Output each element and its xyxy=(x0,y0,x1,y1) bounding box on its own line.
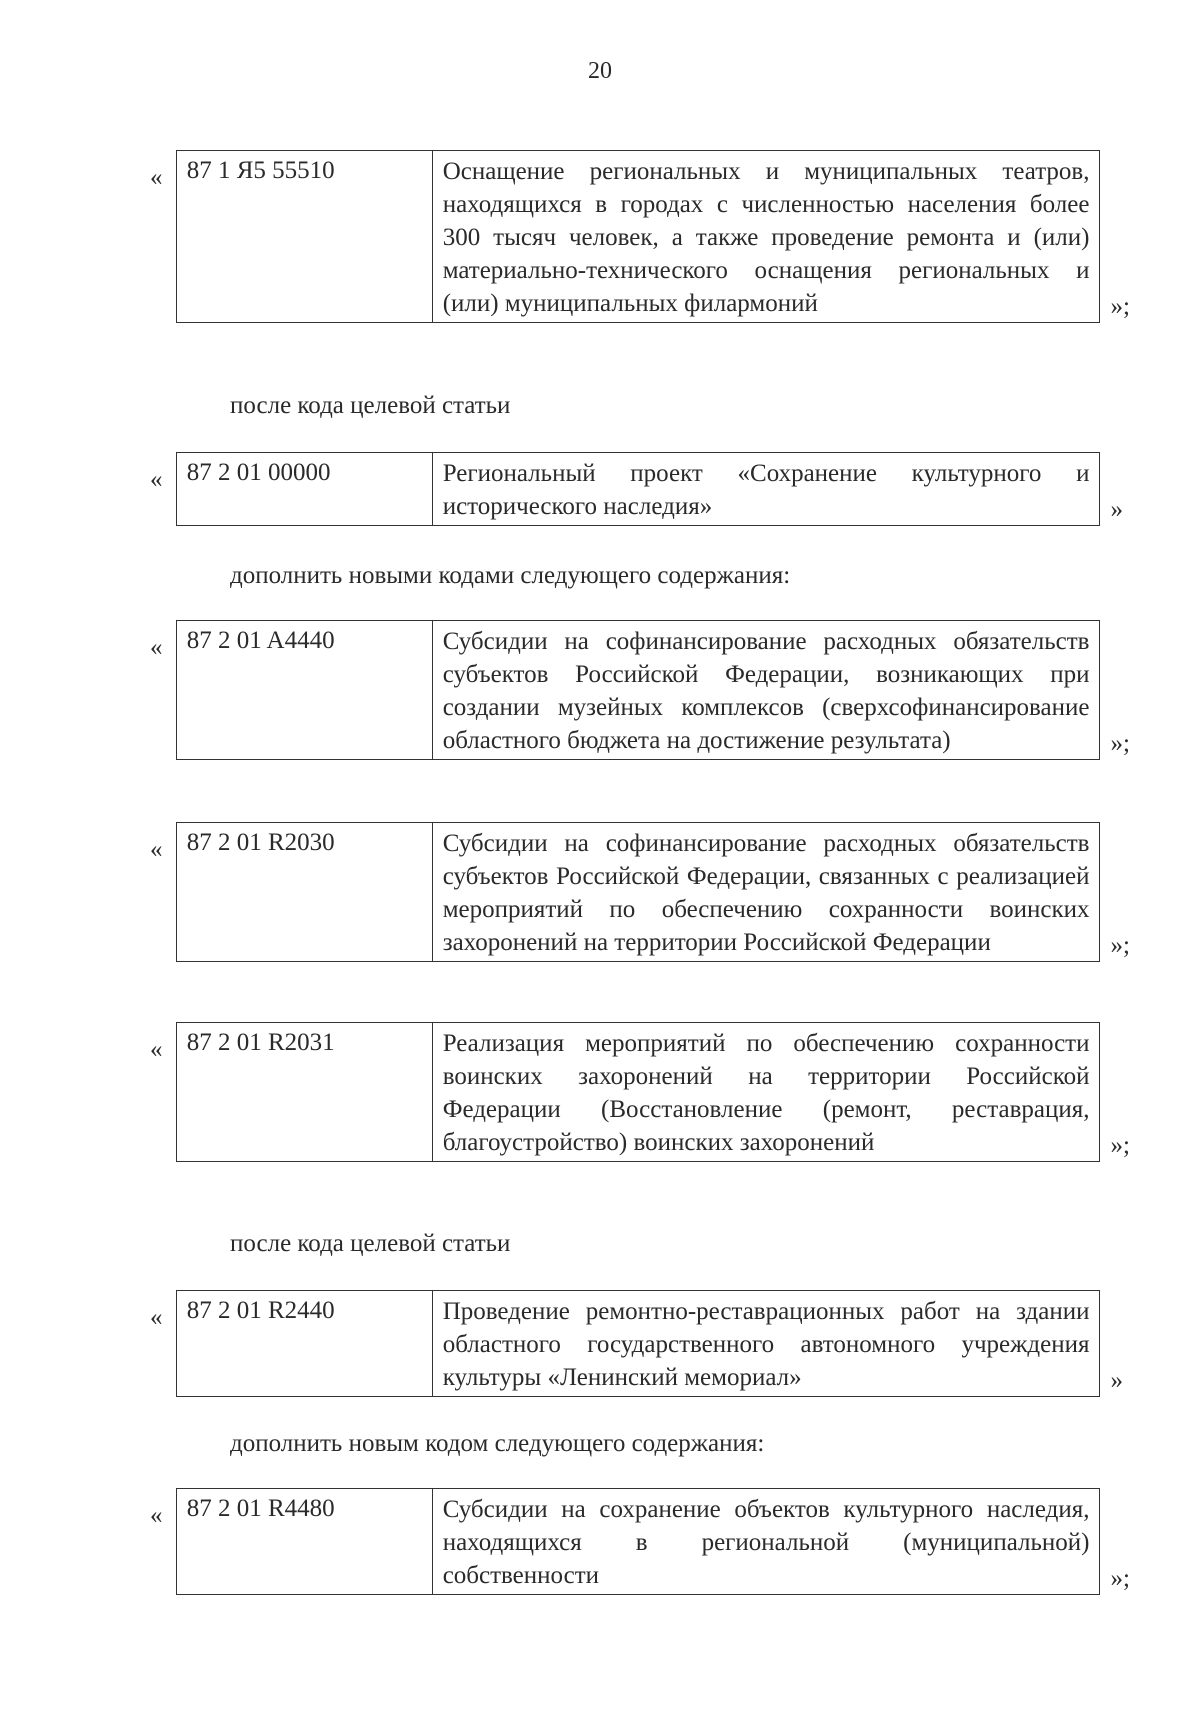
close-quote: » xyxy=(1110,1367,1123,1394)
code-table xyxy=(176,452,1101,526)
code-cell: 87 2 01 R2031 xyxy=(177,1023,433,1161)
description-cell: Проведение ремонтно-реставрационных работ на здании областного государственного автономного учреждения культуры «Ленинский мемориал» xyxy=(442,1298,1090,1391)
open-quote: « xyxy=(150,836,163,863)
code-table xyxy=(176,1488,1101,1595)
code-table xyxy=(176,1290,1101,1397)
code-entry xyxy=(150,150,1150,323)
code-cell: 87 1 Я5 55510 xyxy=(177,151,433,322)
close-quote: »; xyxy=(1110,293,1130,320)
code-entry xyxy=(150,822,1150,962)
code-cell: 87 2 01 A4440 xyxy=(177,621,433,759)
open-quote: « xyxy=(150,634,163,661)
code-table xyxy=(176,1022,1101,1162)
close-quote: » xyxy=(1110,496,1123,523)
open-quote: « xyxy=(150,164,163,191)
code-entry xyxy=(150,1488,1150,1595)
code-entry xyxy=(150,452,1150,526)
close-quote: »; xyxy=(1110,932,1130,959)
close-quote: »; xyxy=(1110,1565,1130,1592)
code-entry xyxy=(150,620,1150,760)
instruction-text: дополнить новым кодом следующего содержания: xyxy=(230,1430,765,1457)
instruction-text: после кода целевой статьи xyxy=(230,1230,511,1257)
close-quote: »; xyxy=(1110,730,1130,757)
description-cell: Субсидии на софинансирование расходных обязательств субъектов Российской Федерации, связанных с реализацией мероприятий по обеспечению сохранности воинских захоронений на территории Российской Федерации xyxy=(442,830,1090,956)
description-cell: Региональный проект «Сохранение культурного и исторического наследия» xyxy=(442,460,1090,520)
description-cell: Реализация мероприятий по обеспечению сохранности воинских захоронений на территории Российской Федерации (Восстановление (ремонт, реставрация, благоустройство) воинских захоронений xyxy=(442,1030,1090,1156)
code-cell: 87 2 01 R4480 xyxy=(177,1489,433,1594)
code-cell: 87 2 01 R2030 xyxy=(177,823,433,961)
code-entry xyxy=(150,1022,1150,1162)
code-cell: 87 2 01 R2440 xyxy=(177,1291,433,1396)
close-quote: »; xyxy=(1110,1132,1130,1159)
open-quote: « xyxy=(150,466,163,493)
page-number: 20 xyxy=(588,58,612,84)
code-entry xyxy=(150,1290,1150,1397)
description-cell: Оснащение региональных и муниципальных театров, находящихся в городах с численностью населения более 300 тысяч человек, а также проведение ремонта и (или) материально-технического оснащения региональных и (или) муниципальных филармоний xyxy=(442,158,1090,317)
instruction-text: после кода целевой статьи xyxy=(230,392,511,419)
description-cell: Субсидии на сохранение объектов культурного наследия, находящихся в региональной (муниципальной) собственности xyxy=(442,1496,1090,1589)
description-cell: Субсидии на софинансирование расходных обязательств субъектов Российской Федерации, возникающих при создании музейных комплексов (сверхсофинансирование областного бюджета на достижение результата) xyxy=(442,628,1090,754)
instruction-text: дополнить новыми кодами следующего содержания: xyxy=(230,562,791,589)
code-table xyxy=(176,150,1101,323)
open-quote: « xyxy=(150,1304,163,1331)
open-quote: « xyxy=(150,1036,163,1063)
open-quote: « xyxy=(150,1502,163,1529)
code-table xyxy=(176,822,1101,962)
code-table xyxy=(176,620,1101,760)
code-cell: 87 2 01 00000 xyxy=(177,453,433,525)
